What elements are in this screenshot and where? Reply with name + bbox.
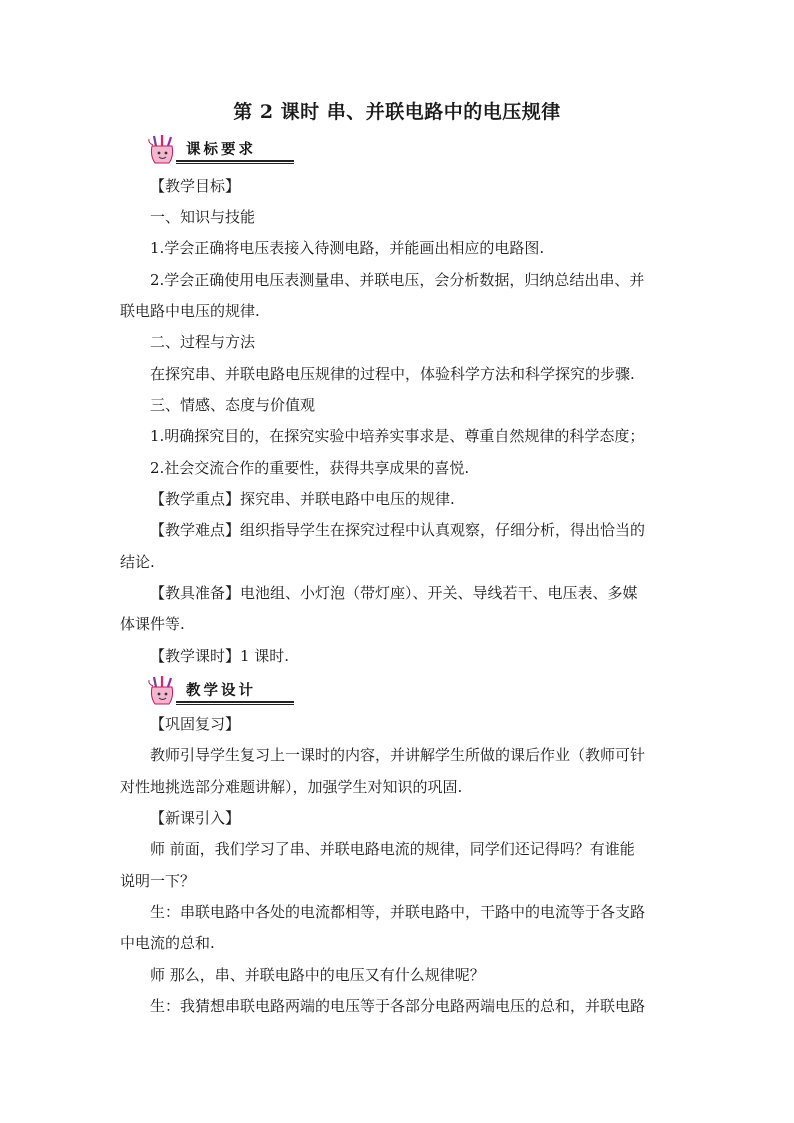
- text-line: 教师引导学生复习上一课时的内容，并讲解学生所做的课后作业（教师可针: [150, 746, 646, 764]
- section-label: 教学设计: [186, 683, 256, 699]
- text-line: 体课件等.: [120, 615, 185, 633]
- text-line: 三、情感、态度与价值观: [150, 396, 316, 414]
- text-line: 一、知识与技能: [150, 208, 256, 226]
- text-line: 【教学难点】组织指导学生在探究过程中认真观察，仔细分析，得出恰当的: [150, 521, 646, 539]
- text-line: 师 前面，我们学习了串、并联电路电流的规律，同学们还记得吗？有谁能: [150, 840, 635, 858]
- section-underline: [176, 701, 294, 703]
- text-line: 【教学目标】: [150, 177, 241, 195]
- text-line: 对性地挑选部分难题讲解），加强学生对知识的巩固.: [120, 778, 463, 796]
- text-line: 师 那么，串、并联电路中的电压又有什么规律呢？: [150, 966, 485, 984]
- text-line: 【巩固复习】: [150, 715, 241, 733]
- text-line: 二、过程与方法: [150, 333, 256, 351]
- section-label: 课标要求: [186, 142, 256, 158]
- text-line: 1.学会正确将电压表接入待测电路，并能画出相应的电路图.: [150, 239, 545, 257]
- text-line: 【教学课时】1 课时.: [150, 647, 290, 665]
- text-line: 中电流的总和.: [120, 934, 215, 952]
- text-line: 结论.: [120, 553, 155, 571]
- text-line: 2.社会交流合作的重要性，获得共享成果的喜悦.: [150, 459, 470, 477]
- section-badge-design: [146, 675, 296, 705]
- text-line: 1.明确探究目的，在探究实验中培养实事求是、尊重自然规律的科学态度；: [150, 427, 645, 445]
- text-line: 在探究串、并联电路电压规律的过程中，体验科学方法和科学探究的步骤.: [150, 365, 635, 383]
- text-line: 说明一下？: [120, 872, 196, 890]
- text-line: 联电路中电压的规律.: [120, 302, 260, 320]
- pencil-cup-mascot-icon: [146, 134, 180, 166]
- text-line: 【教具准备】电池组、小灯泡（带灯座）、开关、导线若干、电压表、多媒: [150, 584, 638, 602]
- page-title: 第 2 课时 串、并联电路中的电压规律: [233, 101, 561, 123]
- section-underline: [176, 160, 294, 162]
- section-badge-standards: [146, 134, 296, 164]
- text-line: 【教学重点】探究串、并联电路中电压的规律.: [150, 490, 455, 508]
- text-line: 生：我猜想串联电路两端的电压等于各部分电路两端电压的总和，并联电路: [150, 997, 646, 1015]
- text-line: 2.学会正确使用电压表测量串、并联电压，会分析数据，归纳总结出串、并: [150, 271, 645, 289]
- text-line: 【新课引入】: [150, 809, 241, 827]
- section-underline-thin: [176, 704, 294, 705]
- text-line: 生：串联电路中各处的电流都相等，并联电路中，干路中的电流等于各支路: [150, 903, 646, 921]
- section-underline-thin: [176, 163, 294, 164]
- pencil-cup-mascot-icon: [146, 675, 180, 707]
